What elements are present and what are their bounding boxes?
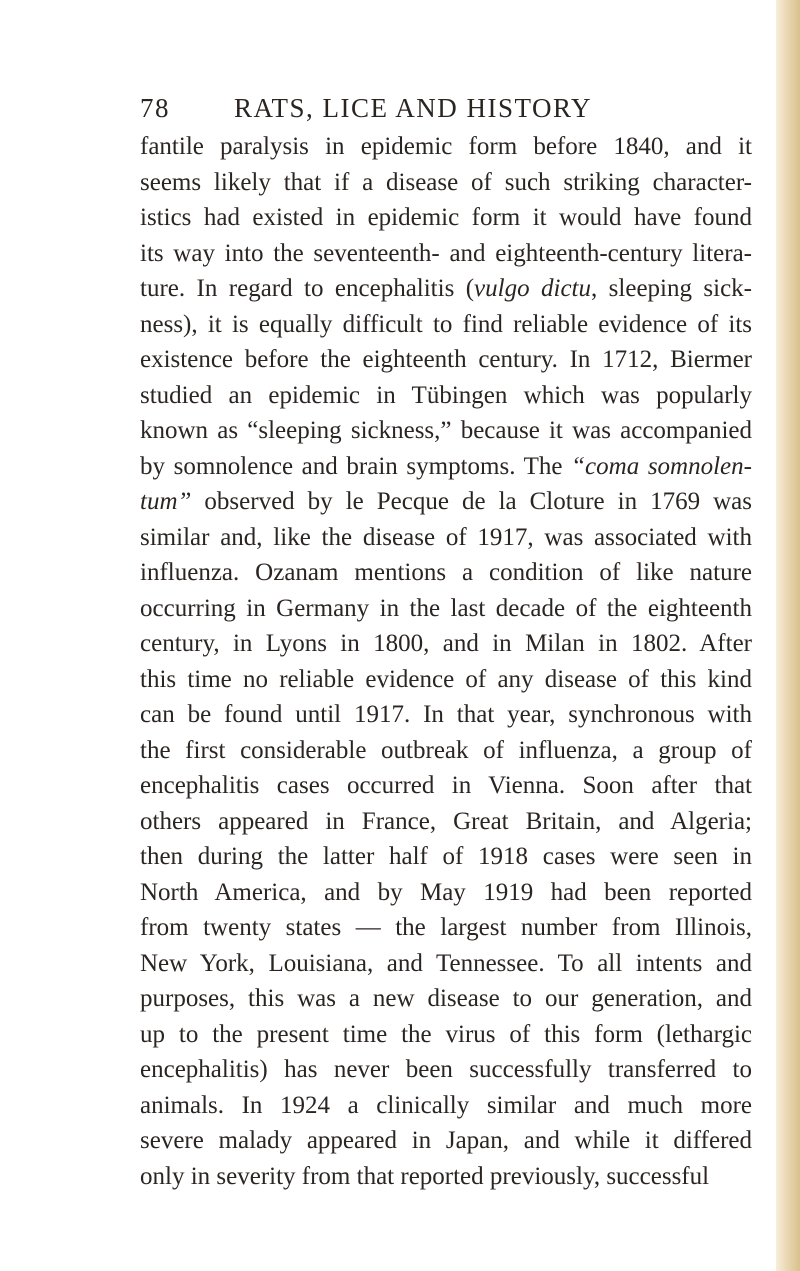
italic-term: “coma somnolen- <box>571 452 752 480</box>
text-line: influenza. Ozanam mentions a condition of like nature <box>140 559 752 586</box>
running-head: RATS, LICE AND HISTORY <box>234 93 593 123</box>
page-edge <box>776 0 800 1271</box>
text-line: tum” observed by le Pecque de la Cloture in 1769 was <box>140 488 752 515</box>
text-line: existence before the eighteenth century. In 1712, Biermer <box>140 346 752 373</box>
body-text <box>140 129 752 1194</box>
text-line: its way into the seventeenth- and eighteenth-century litera- <box>140 239 752 267</box>
text-line: fantile paralysis in epidemic form before 1840, and it <box>140 133 752 160</box>
text-line: similar and, like the disease of 1917, was associated with <box>140 523 752 551</box>
text-line: North America, and by May 1919 had been reported <box>140 878 752 906</box>
text-line: this time no reliable evidence of any disease of this kind <box>140 665 752 693</box>
text-line: ture. In regard to encephalitis (vulgo dictu, sleeping sick- <box>140 275 752 302</box>
text-line: encephalitis cases occurred in Vienna. Soon after that <box>140 772 752 799</box>
italic-term: vulgo dictu <box>474 275 591 302</box>
text-line: then during the latter half of 1918 cases were seen in <box>140 843 752 870</box>
text-line: known as “sleeping sickness,” because it was accompanied <box>140 417 752 444</box>
text-line: New York, Louisiana, and Tennessee. To all intents and <box>140 949 752 977</box>
text-line: can be found until 1917. In that year, synchronous with <box>140 701 752 728</box>
text-line: century, in Lyons in 1800, and in Milan in 1802. After <box>140 630 752 657</box>
page-header <box>140 88 740 128</box>
text-line: ness), it is equally difficult to find reliable evidence of its <box>140 310 752 338</box>
text-line: from twenty states — the largest number from Illinois, <box>140 914 752 941</box>
text-line: studied an epidemic in Tübingen which was popularly <box>140 381 752 409</box>
italic-term: tum” <box>140 488 192 515</box>
text-line: by somnolence and brain symptoms. The “coma somnolen- <box>140 452 752 480</box>
text-line: encephalitis) has never been successfully transferred to <box>140 1056 752 1083</box>
text-line: the first considerable outbreak of influenza, a group of <box>140 736 752 764</box>
text-line: only in severity from that reported previously, successful <box>140 1162 710 1190</box>
text-line: occurring in Germany in the last decade of the eighteenth <box>140 594 752 622</box>
text-line: seems likely that if a disease of such striking character- <box>140 168 752 196</box>
text-line: others appeared in France, Great Britain, and Algeria; <box>140 807 752 835</box>
text-line: up to the present time the virus of this form (lethargic <box>140 1020 752 1048</box>
page-number: 78 <box>140 93 170 123</box>
text-line: severe malady appeared in Japan, and while it differed <box>140 1127 752 1154</box>
text-line: istics had existed in epidemic form it would have found <box>140 204 752 231</box>
text-line: purposes, this was a new disease to our generation, and <box>140 985 752 1012</box>
text-line: animals. In 1924 a clinically similar and much more <box>140 1091 752 1119</box>
